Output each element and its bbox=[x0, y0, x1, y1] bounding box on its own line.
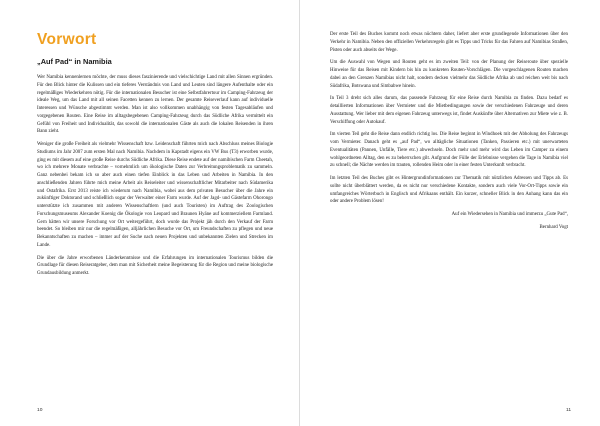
right-paragraph-2: Um die Auswahl von Wegen und Routen geht es im zweiten Teil: von der Planung der Reiseroute über spezielle Hinweise für das Reisen mit Kindern bis hin zu konkreten Routen-Vorschlägen. Die vorgeschlagenen Routen machen dabei an den Grenzen Namibias nicht halt, sondern decken vielmehr das Südliche Afrika ab und reichen weit bis nach Südafrika, Botswana und Simbabwe hinein. bbox=[330, 60, 568, 89]
section-subheading: „Auf Pad“ in Namibia bbox=[37, 57, 112, 66]
right-paragraph-3: In Teil 3 dreht sich alles darum, das passende Fahrzeug für eine Reise durch Namibia zu finden. Dazu bedarf es detaillierten Informationen über Vermieter und die Mietbedingungen sowie der verschiedenen Fahrzeuge und deren Ausstattung. Wer lieber mit dem eigenen Fahrzeug unterwegs ist, findet Auskünfte über Alternativen zur Miete wie z. B. Verschiffung oder Autokauf. bbox=[330, 96, 568, 125]
signoff-line: Auf ein Wiedersehen in Namibia und immerzu „Gute Pad“, bbox=[451, 212, 568, 217]
chapter-heading: Vorwort bbox=[37, 31, 97, 48]
right-paragraph-4: Im vierten Teil geht die Reise dann endlich richtig los. Die Reise beginnt in Windhoek mit der Abholung des Fahrzeugs vom Vermieter. Danach geht es „auf Pad“, wo alltägliche Situationen (Tanken, Passieren etc.) mit unerwarteten Eventualitäten (Pannen, Unfälle, Tiere etc.) abwechseln. Doch mehr und mehr wird das Leben im Camper zu einem wohlgeordneten Alltag, den es zu beherrschen gilt. Aufgrund der Fülle der Erlebnisse vergehen die Tage in Namibia viel zu schnell; die Nächte werden im trauten, rollenden Heim oder in einer festen Unterkunft verbracht. bbox=[330, 132, 568, 169]
left-body bbox=[37, 74, 273, 283]
right-paragraph-5: Im letzten Teil des Buches gibt es Hintergrundinformationen zur Thematik mit nützlichen Adressen und Tipps ab. Es sollte nicht überblättert werden, da es nicht nur verschiedene Kontakte, sondern auch viele Vor-Ort-Tipps sowie ein umfangreiches Wörterbuch in Englisch und Afrikaans enthält. Ein kurzer, schneller Blick in den Anhang kann das ein oder andere Problem lösen! bbox=[330, 176, 568, 205]
author-signature: Bernhard Vogt bbox=[539, 224, 568, 230]
left-page bbox=[0, 0, 299, 426]
right-paragraph-1: Der erste Teil des Buches kommt noch etwas nüchtern daher, liefert aber erste grundlegende Informationen über den Verkehr in Namibia. Neben den offiziellen Verkehrsregeln gibt es Tipps und Tricks für das Fahren auf Namibias Straßen, Pisten oder auch abseits der Wege. bbox=[330, 32, 568, 53]
left-paragraph-2: Weniger die große Freiheit als vielmehr Wissenschaft bzw. Leidenschaft führten mich nach Abschluss meines Biologie Studiums im Jahr 2007 zum ersten Mal nach Namibia. Nachdem in Kapstadt eigens ein VW Bus (T3) erworben wurde, ging es mit diesem auf eine große Reise durchs Südliche Afrika. Diese Reise endete auf der namibischen Farm Cheetah, wo ich mehrere Monate verbrachte – vornehmlich um ökologische Daten zur Verbreitungsproblematik zu sammeln. Ganz nebenbei bekam ich so aber auch einen tiefen Einblick in das Leben und Arbeiten in Namibia. In den anschließenden Jahren führte mich meine Arbeit als Reiseleiter und wissenschaftlicher Mitarbeiter nach Südamerika und Ostafrika. Erst 2013 reiste ich wiederum nach Namibia, wobei aus dem privaten Besucher über die Jahre ein zukünftiger Doktorand und schließlich sogar der Verwalter einer Farm wurde. Auf der Jagd- und Gästefarm Ohorongo unterstützte ich zusammen mit anderen Wissenschaftlern (und auch Touristen) im Auftrag des Zoologischen Forschungsmuseums Alexander Koenig die Ökologie von Leopard und Braunen Hyäne auf kommerziellem Farmland. Gern hätten wir unsere Forschung vor Ort weitergeführt, doch wurde das Projekt jäh durch den Verkauf der Farm beendet. So bleiben mir nur die regelmäßigen, alljährlichen Besuche vor Ort, um Freundschaften zu pflegen und neue Bekanntschaften zu machen – immer auf der Suche nach neuen Projekten und unbekannten Zielen und Strecken im Lande. bbox=[37, 142, 273, 248]
page-number-right: 11 bbox=[566, 408, 572, 413]
right-page bbox=[300, 0, 600, 426]
right-body bbox=[330, 31, 568, 237]
left-paragraph-1: Wer Namibia kennenlernen möchte, der muss dieses faszinierende und vielschichtige Land mit allen Sinnen ergründen. Für den Blick hinter die Kulissen und ein tieferes Verständnis von Land und Leuten sind längere Aufenthalte oder ein regelmäßiges Wiederkehren nötig. Für die internationalen Besucher ist eine Selbstfahrertour im Camping-Fahrzeug der ideale Weg, um das Land mit all seinen Facetten kennen zu lernen. Der gesamte Reiseverlauf kann auf individuelle Interessen und Wünsche abgestimmt werden. Man ist also vollkommen unabhängig von festen Tagesabläufen und vorgegebenen Routen. Eine Reise im alltagsbegebenen Camping-Fahrzeug durch das Südliche Afrika vermittelt ein Gefühl von Freiheit und Individualität, das sowohl die internationalen Gäste als auch die lokalen Reisenden in ihren Bann zieht. bbox=[37, 75, 273, 135]
page-number-left: 10 bbox=[37, 408, 43, 413]
left-paragraph-3: Die über die Jahre erworbenen Länderkenntnisse und die Erfahrungen im internationalen Tourismus bilden die Grundlage für diesen Reiseratgeber, dem man mit Sicherheit meine Begeisterung für die Region und meine biologische Grundausbildung anmerkt. bbox=[37, 255, 273, 276]
